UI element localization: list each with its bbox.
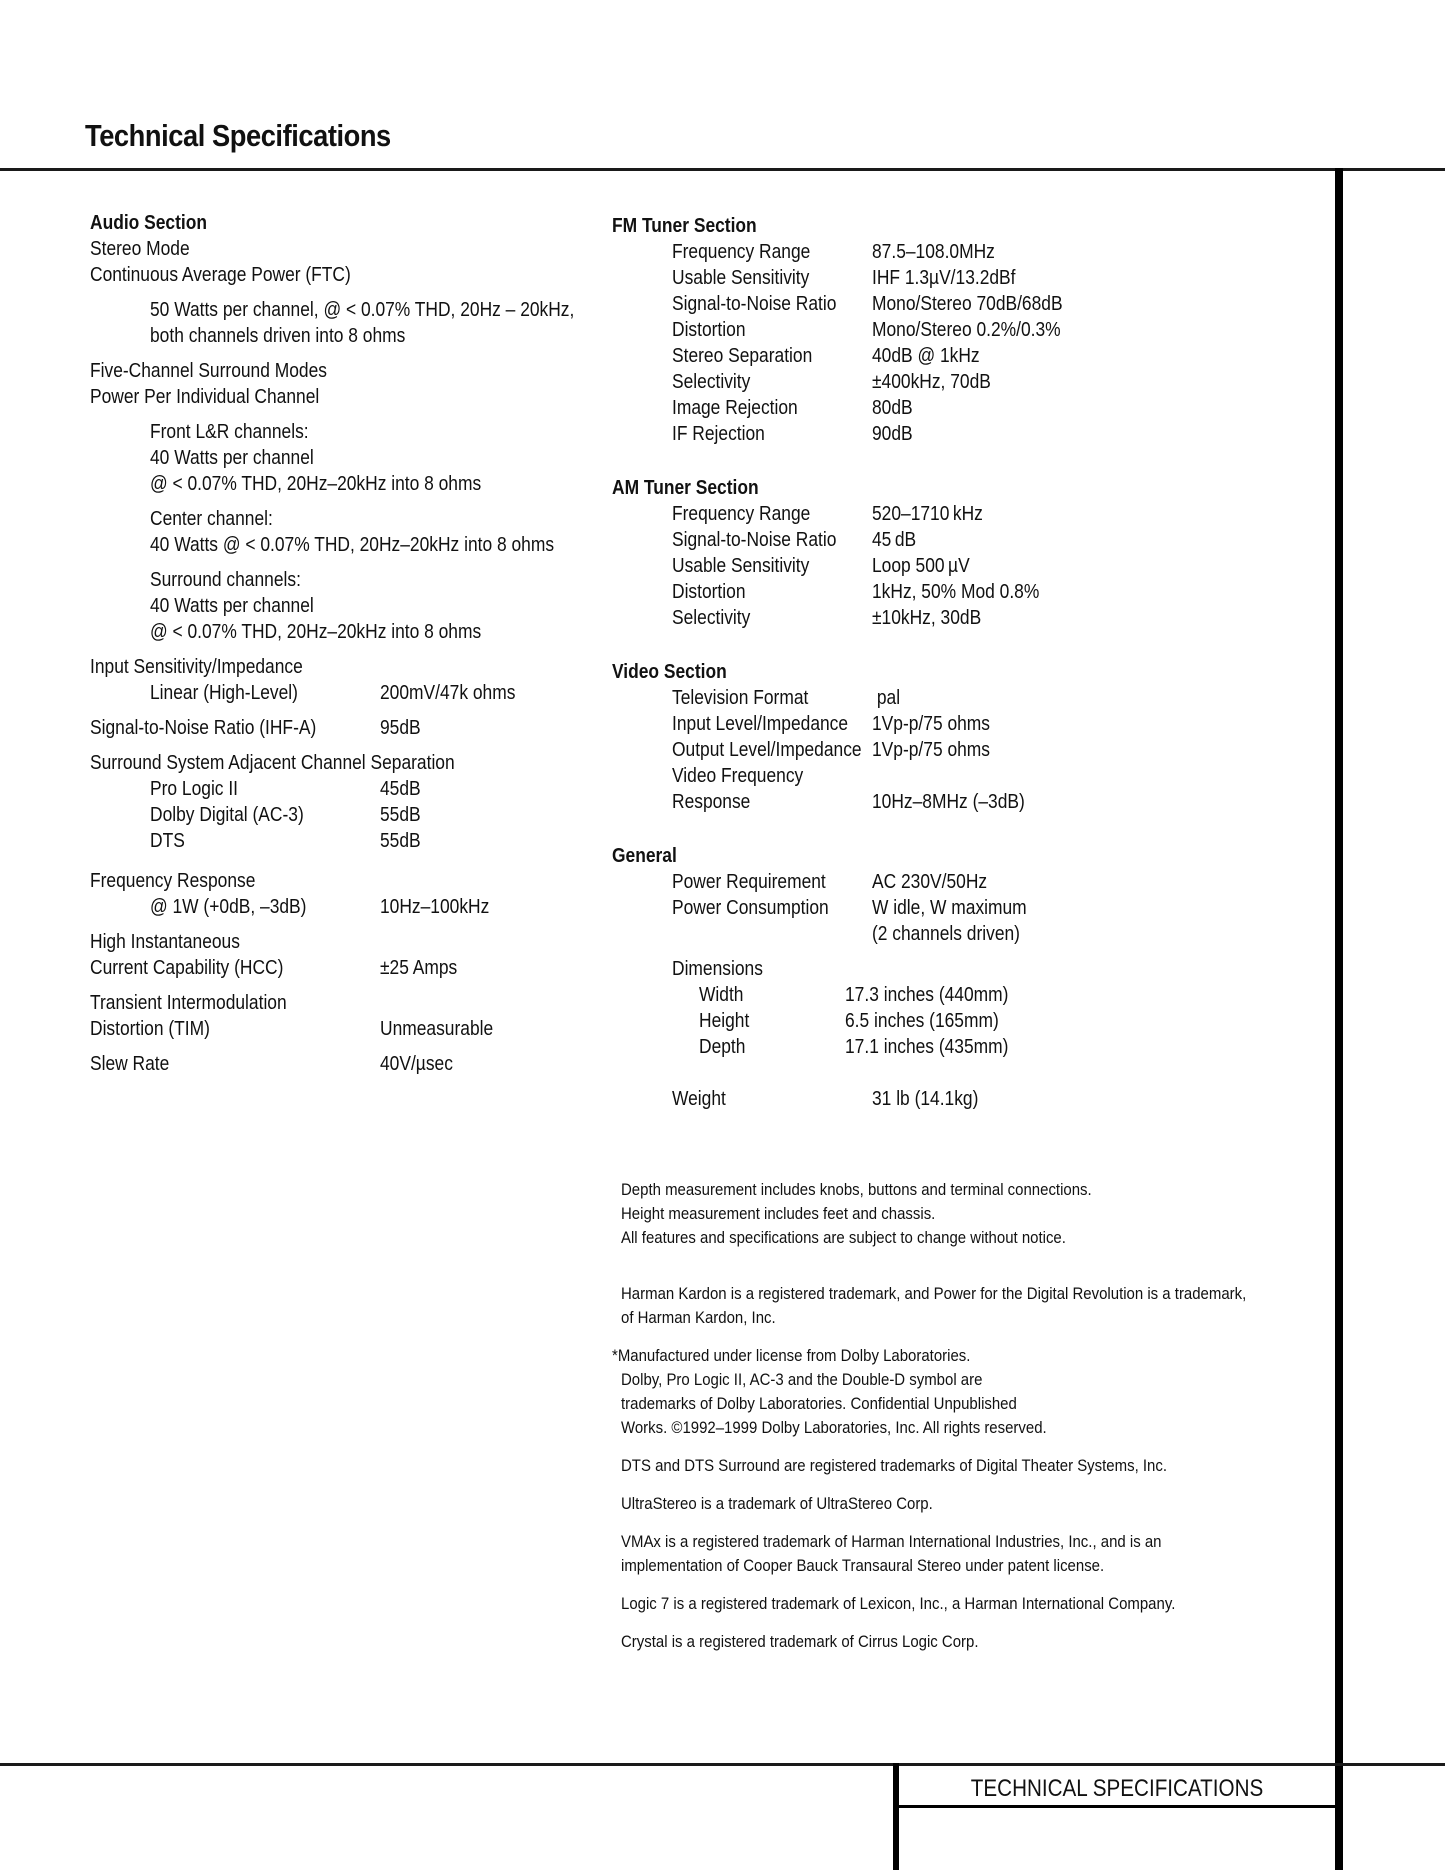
spec-row: Height 6.5 inches (165mm) xyxy=(699,1010,999,1032)
spec-row: Linear (High-Level) 200mV/47k ohms xyxy=(150,682,516,704)
spec-value: 200mV/47k ohms xyxy=(380,682,516,704)
spec-value: 50 Watts per channel, @ < 0.07% THD, 20Hz – 20kHz, xyxy=(150,299,575,321)
section-title-video: Video Section xyxy=(612,661,727,683)
spec-row: Width 17.3 inches (440mm) xyxy=(699,984,1009,1006)
spec-row xyxy=(612,921,1312,947)
spec-value: Center channel: xyxy=(150,508,273,530)
spec-row: Frequency Range 520–1710 kHz xyxy=(672,503,983,525)
spec-label: Five-Channel Surround Modes xyxy=(90,360,327,382)
spec-value: Unmeasurable xyxy=(380,1018,494,1040)
spec-value: 95dB xyxy=(380,717,421,739)
spec-value: Loop 500 µV xyxy=(872,555,970,577)
header-rule xyxy=(0,168,1445,171)
spec-label: Input Sensitivity/Impedance xyxy=(90,656,303,678)
spec-value: @ < 0.07% THD, 20Hz–20kHz into 8 ohms xyxy=(150,621,482,643)
spec-row: Response 10Hz–8MHz (–3dB) xyxy=(672,791,1025,813)
spec-row: Signal-to-Noise Ratio Mono/Stereo 70dB/68dB xyxy=(672,293,1063,315)
section-title-general: General xyxy=(612,845,677,867)
spec-value: 31 lb (14.1kg) xyxy=(872,1088,979,1110)
footer-rule xyxy=(0,1763,1445,1766)
spec-row: Selectivity ±400kHz, 70dB xyxy=(672,371,991,393)
spec-row: Usable Sensitivity IHF 1.3µV/13.2dBf xyxy=(672,267,1016,289)
spec-value: 6.5 inches (165mm) xyxy=(845,1010,999,1032)
spec-row: Slew Rate 40V/µsec xyxy=(90,1053,453,1075)
crystal-trademark-note: Crystal is a registered trademark of Cirrus Logic Corp. xyxy=(621,1632,979,1651)
spec-row: Power Requirement AC 230V/50Hz xyxy=(672,871,988,893)
spec-row: Power Consumption W idle, W maximum xyxy=(672,897,1027,919)
spec-row: Dolby Digital (AC-3) 55dB xyxy=(150,804,421,826)
spec-value: Mono/Stereo 70dB/68dB xyxy=(872,293,1063,315)
spec-label: Power Per Individual Channel xyxy=(90,386,320,408)
dts-trademark-note: DTS and DTS Surround are registered trademarks of Digital Theater Systems, Inc. xyxy=(621,1456,1167,1475)
spec-value: 10Hz–8MHz (–3dB) xyxy=(872,791,1025,813)
spec-value: 40V/µsec xyxy=(380,1053,453,1075)
spec-value: pal xyxy=(872,687,901,709)
spec-row: Television Format pal xyxy=(672,687,901,709)
footer-box-underline xyxy=(893,1805,1335,1808)
spec-label: Surround System Adjacent Channel Separation xyxy=(90,752,455,774)
spec-row: Pro Logic II 45dB xyxy=(150,778,421,800)
spec-row: Image Rejection 80dB xyxy=(672,397,913,419)
spec-value: ±25 Amps xyxy=(380,957,458,979)
spec-label: Frequency Response xyxy=(90,870,256,892)
spec-value: Mono/Stereo 0.2%/0.3% xyxy=(872,319,1061,341)
spec-row: Distortion (TIM) Unmeasurable xyxy=(90,1018,494,1040)
right-spec-column xyxy=(612,213,1312,1112)
page-title: Technical Specifications xyxy=(85,118,391,153)
spec-label: Stereo Mode xyxy=(90,238,190,260)
audio-section xyxy=(90,210,610,1077)
harman-trademark-note: Harman Kardon is a registered trademark, and Power for the Digital Revolution is a trademark, of Harman Kardon, Inc. xyxy=(621,1284,1247,1327)
spec-value: 520–1710 kHz xyxy=(872,503,983,525)
spec-value: 10Hz–100kHz xyxy=(380,896,490,918)
spec-value: 40dB @ 1kHz xyxy=(872,345,980,367)
spec-value: 45 dB xyxy=(872,529,917,551)
spec-row: Usable Sensitivity Loop 500 µV xyxy=(672,555,970,577)
spec-row: Selectivity ±10kHz, 30dB xyxy=(672,607,982,629)
spec-label: High Instantaneous xyxy=(90,931,240,953)
section-title-audio: Audio Section xyxy=(90,212,207,234)
right-margin-rule xyxy=(1335,168,1343,1870)
section-title-am: AM Tuner Section xyxy=(612,477,759,499)
spec-value: W idle, W maximum xyxy=(872,897,1027,919)
spec-row: IF Rejection 90dB xyxy=(672,423,913,445)
footnotes xyxy=(612,1178,1332,1668)
spec-value: 45dB xyxy=(380,778,421,800)
spec-value: 40 Watts per channel xyxy=(150,447,314,469)
spec-row: Video Frequency xyxy=(672,765,804,787)
spec-row: Current Capability (HCC) ±25 Amps xyxy=(90,957,458,979)
spec-row: Distortion Mono/Stereo 0.2%/0.3% xyxy=(672,319,1061,341)
spec-value: @ < 0.07% THD, 20Hz–20kHz into 8 ohms xyxy=(150,473,482,495)
spec-value: 1Vp-p/75 ohms xyxy=(872,713,991,735)
spec-value: 40 Watts @ < 0.07% THD, 20Hz–20kHz into 8 ohms xyxy=(150,534,555,556)
spec-value: 17.1 inches (435mm) xyxy=(845,1036,1009,1058)
spec-value: 1kHz, 50% Mod 0.8% xyxy=(872,581,1040,603)
spec-label: Transient Intermodulation xyxy=(90,992,287,1014)
spec-label: Continuous Average Power (FTC) xyxy=(90,264,351,286)
measurement-notes: Depth measurement includes knobs, buttons and terminal connections. Height measurement includes feet and chassis. All features and specifications are subject to change without notice. xyxy=(621,1180,1092,1247)
spec-label: Dimensions xyxy=(672,958,763,980)
spec-row: Output Level/Impedance 1Vp-p/75 ohms xyxy=(672,739,991,761)
spec-row: Signal-to-Noise Ratio 45 dB xyxy=(672,529,917,551)
spec-row: Distortion 1kHz, 50% Mod 0.8% xyxy=(672,581,1040,603)
spec-value: 55dB xyxy=(380,804,421,826)
spec-value: 40 Watts per channel xyxy=(150,595,314,617)
spec-value: 1Vp-p/75 ohms xyxy=(872,739,991,761)
spec-value: Front L&R channels: xyxy=(150,421,309,443)
spec-row: Frequency Range 87.5–108.0MHz xyxy=(672,241,995,263)
dolby-trademark-note: *Manufactured under license from Dolby Laboratories. Dolby, Pro Logic II, AC-3 and the Double-D symbol are trademarks of Dolby Laboratories. Confidential Unpublished Works. ©1992–1999 Dolby Laboratories, Inc. All rights reserved. xyxy=(612,1346,1047,1437)
spec-value: ±400kHz, 70dB xyxy=(872,371,991,393)
spec-value: IHF 1.3µV/13.2dBf xyxy=(872,267,1016,289)
section-title-fm: FM Tuner Section xyxy=(612,215,757,237)
spec-value: 17.3 inches (440mm) xyxy=(845,984,1009,1006)
spec-row: Signal-to-Noise Ratio (IHF-A) 95dB xyxy=(90,717,421,739)
spec-row: Stereo Separation 40dB @ 1kHz xyxy=(672,345,980,367)
spec-row: DTS 55dB xyxy=(150,830,421,852)
spec-value: AC 230V/50Hz xyxy=(872,871,988,893)
spec-value: Surround channels: xyxy=(150,569,301,591)
footer-section-label: TECHNICAL SPECIFICATIONS xyxy=(970,1775,1264,1802)
ultrastereo-trademark-note: UltraStereo is a trademark of UltraStereo Corp. xyxy=(621,1494,933,1513)
spec-row: Depth 17.1 inches (435mm) xyxy=(699,1036,1009,1058)
spec-value: 55dB xyxy=(380,830,421,852)
spec-row: Weight 31 lb (14.1kg) xyxy=(672,1088,979,1110)
spec-value: (2 channels driven) xyxy=(872,923,1020,945)
vmax-trademark-note: VMAx is a registered trademark of Harman International Industries, Inc., and is an implementation of Cooper Bauck Transaural Stereo under patent license. xyxy=(621,1532,1162,1575)
spec-row: Input Level/Impedance 1Vp-p/75 ohms xyxy=(672,713,991,735)
spec-value: 80dB xyxy=(872,397,913,419)
spec-row: @ 1W (+0dB, –3dB) 10Hz–100kHz xyxy=(150,896,490,918)
spec-value: 87.5–108.0MHz xyxy=(872,241,995,263)
logic7-trademark-note: Logic 7 is a registered trademark of Lexicon, Inc., a Harman International Company. xyxy=(621,1594,1176,1613)
spec-value: both channels driven into 8 ohms xyxy=(150,325,406,347)
spec-value: ±10kHz, 30dB xyxy=(872,607,982,629)
spec-value: 90dB xyxy=(872,423,913,445)
